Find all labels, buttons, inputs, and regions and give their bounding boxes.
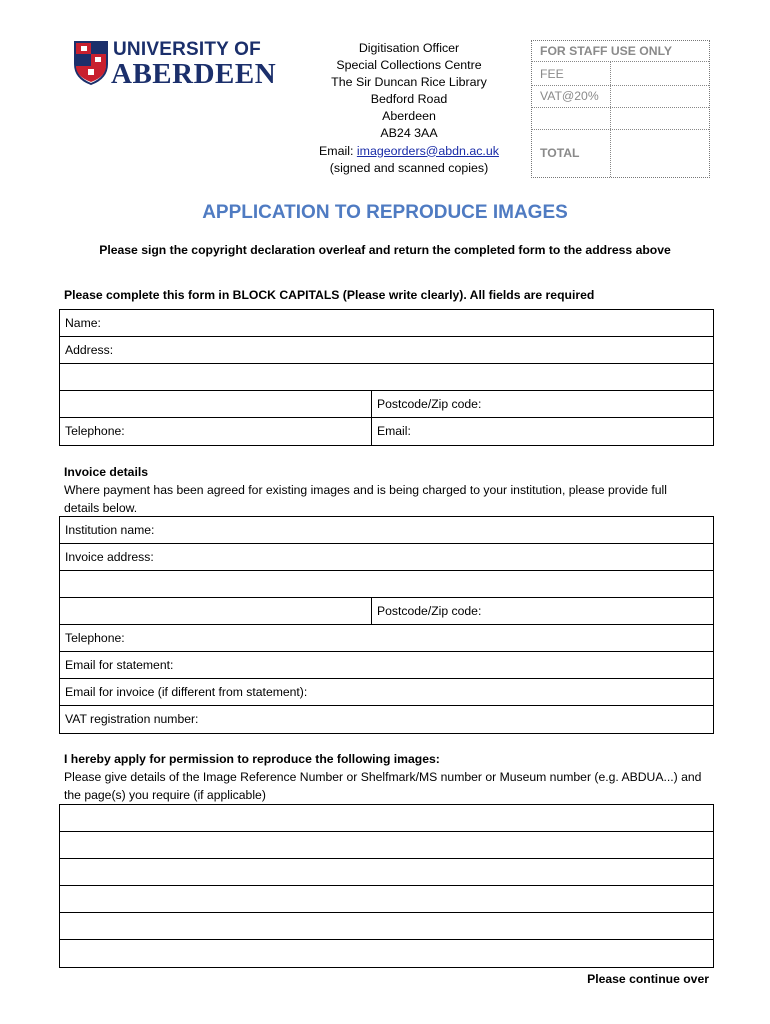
image-row[interactable] [60, 832, 713, 859]
total-label: TOTAL [540, 146, 580, 160]
email-label: Email: [377, 424, 411, 438]
image-row[interactable] [60, 859, 713, 886]
invoice-telephone-row[interactable] [60, 625, 713, 652]
logo-text-university-of: UNIVERSITY OF [113, 39, 261, 60]
address-row-2[interactable] [60, 364, 713, 391]
invoice-postcode-row[interactable] [60, 598, 713, 625]
images-section-text [64, 750, 704, 804]
images-heading: I hereby apply for permission to reproduce the following images: [64, 752, 440, 766]
form-title: APPLICATION TO REPRODUCE IMAGES [202, 202, 568, 223]
contact-details-table [59, 309, 714, 446]
address-row[interactable] [60, 337, 713, 364]
vat-number-label: VAT registration number: [65, 712, 199, 726]
name-row[interactable] [60, 310, 713, 337]
fee-label: FEE [540, 67, 564, 81]
image-row[interactable] [60, 886, 713, 913]
address-line: The Sir Duncan Rice Library [331, 75, 487, 90]
image-row[interactable] [60, 805, 713, 832]
logo-text-aberdeen: ABERDEEN [111, 58, 277, 90]
staff-use-heading: FOR STAFF USE ONLY [540, 44, 673, 58]
image-row[interactable] [60, 913, 713, 940]
address-line: Bedford Road [370, 92, 448, 107]
invoice-heading: Invoice details [64, 465, 148, 479]
invoice-details-table [59, 516, 714, 734]
university-crest-icon [73, 40, 109, 86]
vat-number-row[interactable] [60, 706, 713, 733]
images-description: Please give details of the Image Reference Number or Shelfmark/MS number or Museum number (e.g. ABDUA...) and the page(s) you require (if applicable) [64, 770, 702, 802]
postal-address [300, 40, 518, 177]
continue-over-note: Please continue over [587, 972, 709, 986]
staff-use-box [531, 40, 710, 178]
vat-label: VAT@20% [540, 89, 599, 103]
email-statement-label: Email for statement: [65, 658, 174, 672]
address-line: AB24 3AA [380, 126, 438, 141]
invoice-address-label: Invoice address: [65, 550, 154, 564]
image-row[interactable] [60, 940, 713, 967]
invoice-address-row[interactable] [60, 544, 713, 571]
telephone-email-row[interactable] [60, 418, 713, 445]
telephone-label: Telephone: [65, 424, 125, 438]
invoice-address-row-2[interactable] [60, 571, 713, 598]
institution-label: Institution name: [65, 523, 155, 537]
form-instruction: Please complete this form in BLOCK CAPITALS (Please write clearly). All fields are required [64, 288, 595, 302]
postcode-row[interactable] [60, 391, 713, 418]
invoice-section-text [64, 463, 704, 517]
email-invoice-row[interactable] [60, 679, 713, 706]
address-line: Aberdeen [382, 109, 436, 124]
email-link[interactable]: imageorders@abdn.ac.uk [356, 143, 499, 158]
postcode-label: Postcode/Zip code: [377, 397, 482, 411]
invoice-postcode-label: Postcode/Zip code: [377, 604, 482, 618]
email-prefix: Email: [319, 143, 357, 158]
form-subtitle: Please sign the copyright declaration overleaf and return the completed form to the address above [99, 243, 671, 257]
images-table [59, 804, 714, 968]
email-invoice-label: Email for invoice (if different from statement): [65, 685, 308, 699]
email-line [300, 143, 518, 160]
address-note: (signed and scanned copies) [329, 160, 489, 175]
email-statement-row[interactable] [60, 652, 713, 679]
address-label: Address: [65, 343, 114, 357]
invoice-telephone-label: Telephone: [65, 631, 125, 645]
institution-row[interactable] [60, 517, 713, 544]
address-line: Special Collections Centre [336, 58, 482, 73]
address-line: Digitisation Officer [358, 41, 460, 55]
invoice-description: Where payment has been agreed for existing images and is being charged to your institution, please provide full details below. [64, 483, 667, 515]
name-label: Name: [65, 316, 101, 330]
